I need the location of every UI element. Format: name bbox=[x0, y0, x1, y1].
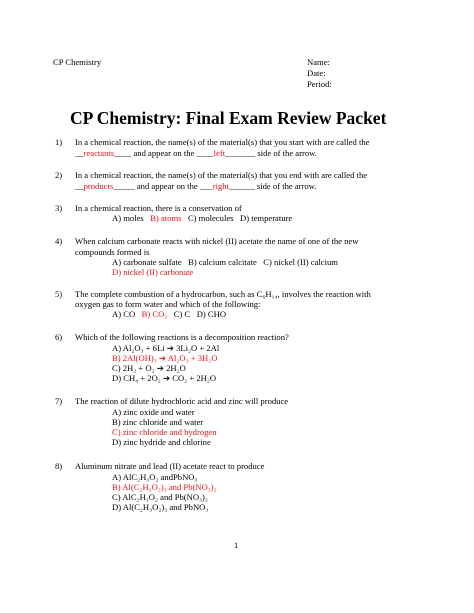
q2-number: 2) bbox=[55, 170, 63, 180]
course-name: CP Chemistry bbox=[53, 57, 102, 67]
page-title: CP Chemistry: Final Exam Review Packet bbox=[70, 108, 387, 128]
date-label: Date: bbox=[307, 68, 326, 78]
q3-choice-c: C) molecules bbox=[187, 213, 234, 223]
q5-text-2: oxygen gas to form water and which of the following: bbox=[75, 299, 261, 309]
q4-number: 4) bbox=[55, 236, 63, 246]
q2-line2 bbox=[75, 181, 316, 191]
q4-choice-d: D) nickel (II) carbonate bbox=[112, 267, 194, 277]
blank: _____ and appear on the ___ bbox=[113, 181, 213, 191]
q7-choice-a: A) zinc oxide and water bbox=[112, 407, 195, 417]
page-number: 1 bbox=[234, 540, 239, 550]
q5-number: 5) bbox=[55, 289, 63, 299]
q5-choice-c: C) C bbox=[173, 309, 191, 319]
blank: ____ and appear on the ____ bbox=[114, 148, 214, 158]
q1-answer-reactants: reactants bbox=[83, 148, 115, 158]
q7-choice-d: D) zinc hydride and chlorine bbox=[112, 437, 211, 447]
q4-choice-c: C) nickel (II) calcium bbox=[263, 257, 338, 267]
q4-choices bbox=[112, 257, 338, 267]
q3-text: In a chemical reaction, there is a conservation of bbox=[75, 203, 242, 213]
q3-number: 3) bbox=[55, 203, 63, 213]
q5-choice-b: B) CO₂ bbox=[141, 309, 168, 319]
q8-choice-d: D) Al(C₂H₃O₂)₃ and PbNO₃ bbox=[112, 502, 209, 512]
q7-text: The reaction of dilute hydrochloric acid and zinc will produce bbox=[75, 396, 289, 406]
q4-text-2: compounds formed is bbox=[75, 247, 150, 257]
q3-choice-d: D) temperature bbox=[239, 213, 293, 223]
q1-number: 1) bbox=[55, 137, 63, 147]
q7-choice-b: B) zinc chloride and water bbox=[112, 417, 204, 427]
q3-choices bbox=[112, 213, 292, 223]
name-label: Name: bbox=[307, 57, 330, 67]
q5-choices bbox=[112, 309, 226, 319]
q6-choice-c: C) 2H₂ + O₂ ➔ 2H₂O bbox=[112, 363, 186, 373]
q1-answer-left: left bbox=[213, 148, 226, 158]
q3-choice-b: B) atoms bbox=[150, 213, 182, 223]
q6-number: 6) bbox=[55, 332, 63, 342]
q8-text: Aluminum nitrate and lead (II) acetate react to produce bbox=[75, 461, 265, 471]
q6-choice-a: A) Al₂O₃ + 6Li ➔ 3Li₂O + 2Al bbox=[112, 343, 220, 353]
q8-choice-b: B) Al(C₂H₃O₂)₃ and Pb(NO₃)₂ bbox=[112, 482, 217, 492]
q5-text: The complete combustion of a hydrocarbon, such as C₆H₁₄, involves the reaction with bbox=[75, 289, 371, 299]
blank: __ bbox=[75, 148, 84, 158]
q6-text: Which of the following reactions is a decomposition reaction? bbox=[75, 332, 289, 342]
q5-choice-d: D) CHO bbox=[196, 309, 227, 319]
q2-text: In a chemical reaction, the name(s) of the material(s) that you end with are called the bbox=[75, 170, 368, 180]
q8-choice-a: A) AlC₂H₃O₂ andPbNO₃ bbox=[112, 472, 198, 482]
q7-choice-c: C) zinc chloride and hydrogen bbox=[112, 427, 217, 437]
period-label: Period: bbox=[307, 79, 332, 89]
q4-choice-a: A) carbonate sulfate bbox=[112, 257, 182, 267]
q5-choice-a: A) CO bbox=[112, 309, 136, 319]
blank: __ bbox=[75, 181, 84, 191]
blank: _______ side of the arrow. bbox=[225, 148, 317, 158]
q6-choice-d: D) CH₄ + 2O₂ ➔ CO₂ + 2H₂O bbox=[112, 373, 217, 383]
q2-answer-products: products bbox=[83, 181, 114, 191]
q8-number: 8) bbox=[55, 461, 63, 471]
q4-choice-b: B) calcium calcitate bbox=[188, 257, 257, 267]
q1-text: In a chemical reaction, the name(s) of the material(s) that you start with are called the bbox=[75, 137, 370, 147]
q2-answer-right: right bbox=[212, 181, 229, 191]
q4-text: When calcium carbonate reacts with nickel (II) acetate the name of one of the new bbox=[75, 236, 359, 246]
q1-line2 bbox=[75, 148, 317, 158]
q3-choice-a: A) moles bbox=[112, 213, 144, 223]
q6-choice-b: B) 2Al(OH)₃ ➔ Al₂O₃ + 3H₂O bbox=[112, 353, 218, 363]
q7-number: 7) bbox=[55, 396, 63, 406]
blank: ______ side of the arrow. bbox=[228, 181, 317, 191]
q8-choice-c: C) AlC₂H₃O₂ and Pb(NO₃)₂ bbox=[112, 492, 208, 502]
